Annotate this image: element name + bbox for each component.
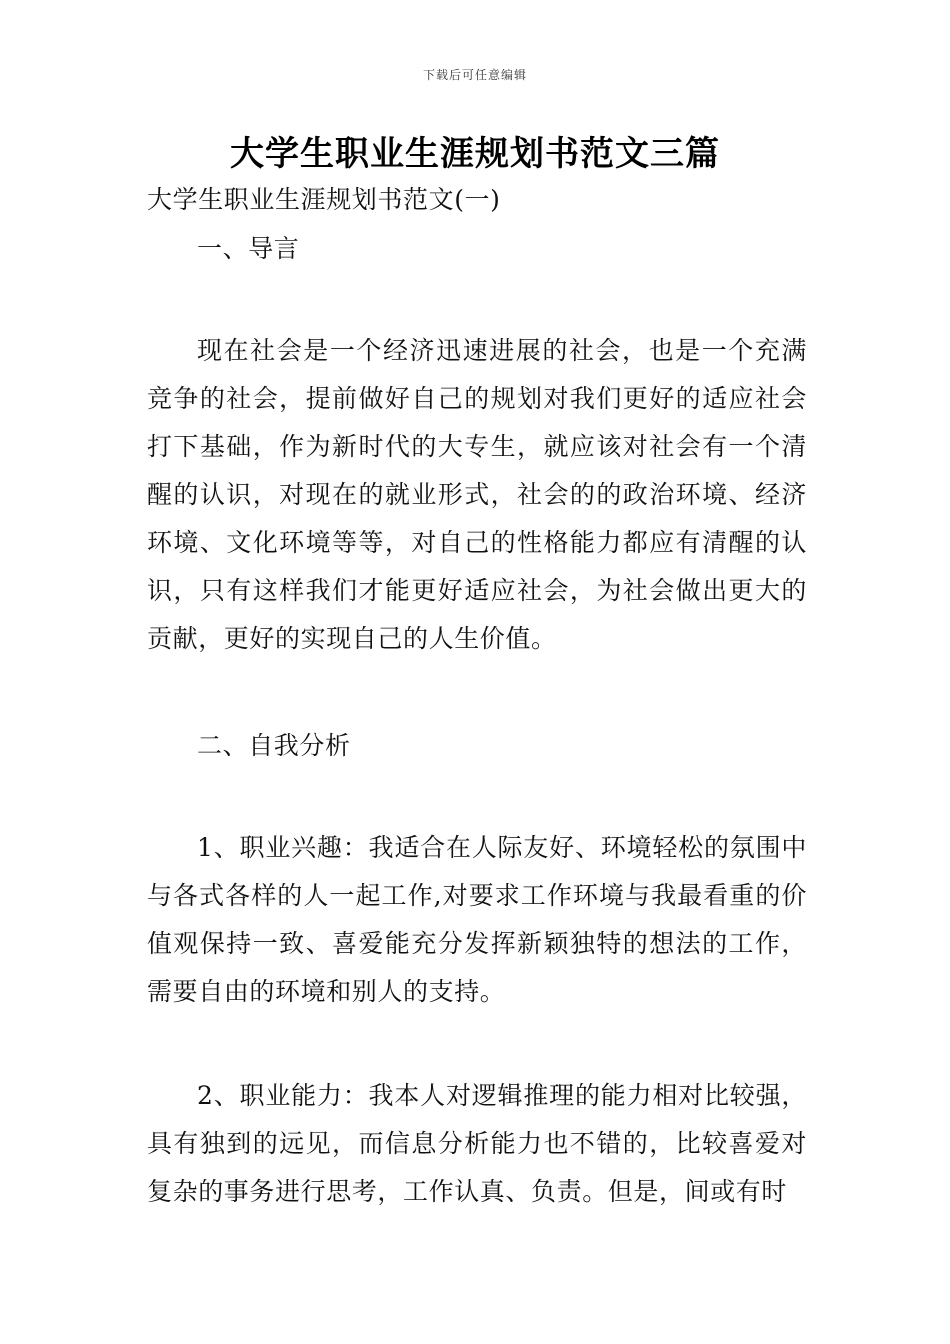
document-title: 大学生职业生涯规划书范文三篇 [230,134,720,174]
section-heading-introduction: 一、导言 [197,234,300,263]
section-heading-self-analysis: 二、自我分析 [197,731,351,760]
paragraph-introduction: 现在社会是一个经济迅速进展的社会，也是一个充满竞争的社会，提前做好自己的规划对我们更好的适应社会打下基础，作为新时代的大专生，就应该对社会有一个清醒的认识，对现在的就业形式，社会的的政治环境、经济环境、文化环境等等，对自己的性格能力都应有清醒的认识，只有这样我们才能更好适应社会，为社会做出更大的贡献，更好的实现自己的人生价值。 [147,336,807,653]
header-note: 下载后可任意编辑 [422,68,527,82]
paragraph-career-interest: 1、职业兴趣：我适合在人际友好、环境轻松的氛围中与各式各样的人一起工作,对要求工作环境与我最看重的价值观保持一致、喜爱能充分发挥新颖独特的想法的工作，需要自由的环境和别人的支持。 [147,833,807,1006]
document-subtitle: 大学生职业生涯规划书范文(一) [147,185,501,214]
paragraph-career-ability: 2、职业能力：我本人对逻辑推理的能力相对比较强，具有独到的远见，而信息分析能力也不错的，比较喜爱对复杂的事务进行思考，工作认真、负责。但是，间或有时 [147,1081,807,1206]
